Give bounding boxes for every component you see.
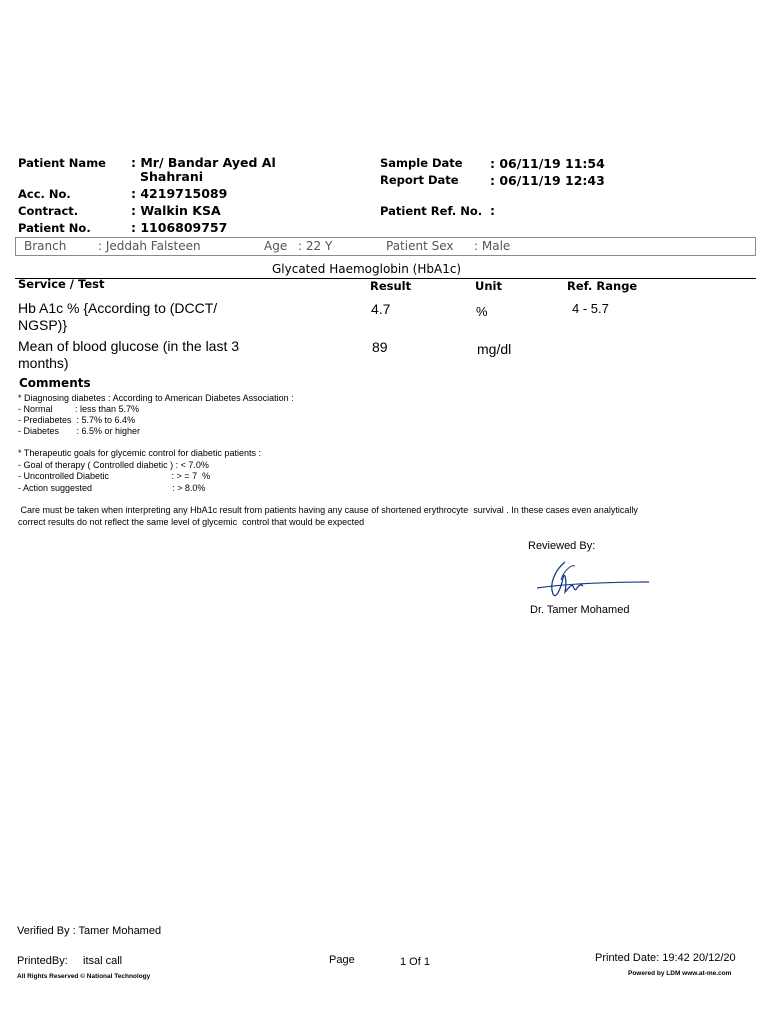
report-date-label: Report Date [380, 173, 459, 187]
acc-no-label: Acc. No. [18, 187, 71, 201]
header-ref-range: Ref. Range [567, 279, 638, 293]
printed-date: Printed Date: 19:42 20/12/20 [595, 952, 736, 964]
printed-by-value: itsal call [83, 955, 123, 967]
test-title: Glycated Haemoglobin (HbA1c) [272, 262, 462, 276]
page-label: Page [329, 954, 355, 966]
patient-ref-label: Patient Ref. No. [380, 204, 483, 218]
verified-by: Verified By : Tamer Mohamed [17, 925, 162, 937]
header-result: Result [370, 279, 412, 293]
reviewer-doctor-name: Dr. Tamer Mohamed [530, 604, 630, 616]
printed-by-label: PrintedBy: [17, 955, 68, 967]
test-row-2-name-line2: months) [18, 355, 69, 371]
care-note-line: Care must be taken when interpreting any HbA1c result from patients having any cause of shortened erythrocyte survival . In these cases even analytically [18, 505, 638, 515]
test-row-2-unit: mg/dl [477, 341, 512, 357]
comment-line: - Normal : less than 5.7% [18, 404, 140, 414]
care-note [18, 504, 638, 528]
signature-image [515, 558, 655, 604]
test-row-2-name: Mean of blood glucose (in the last 3 [18, 338, 240, 354]
contract-label: Contract. [18, 204, 79, 218]
branch-bar [15, 237, 756, 256]
care-note-line: correct results do not reflect the same level of glycemic control that would be expected [18, 517, 365, 527]
powered-by: Powered by LDM www.at-me.com [628, 970, 732, 977]
comment-line: - Goal of therapy ( Controlled diabetic ) : < 7.0% [18, 459, 209, 470]
header-unit: Unit [475, 279, 502, 293]
patient-ref-value: : [490, 203, 495, 218]
test-row-1-result: 4.7 [371, 301, 391, 317]
comments-title: Comments [19, 376, 91, 390]
branch-label: Branch [24, 239, 67, 253]
test-row-1-range: 4 - 5.7 [572, 301, 609, 316]
branch-value: : Jeddah Falsteen [98, 239, 201, 253]
patient-name-value-line2: Shahrani [140, 169, 204, 184]
test-row-1-name: Hb A1c % {According to (DCCT/ [18, 300, 218, 316]
comment-line: * Diagnosing diabetes : According to American Diabetes Association : [18, 393, 294, 403]
page-number: 1 Of 1 [400, 956, 430, 968]
age-label: Age [264, 239, 288, 253]
reviewed-by-label: Reviewed By: [528, 540, 596, 552]
report-date-value: : 06/11/19 12:43 [490, 173, 605, 188]
comment-line: - Prediabetes : 5.7% to 6.4% [18, 415, 136, 425]
patient-name-label: Patient Name [18, 156, 106, 170]
patient-no-label: Patient No. [18, 221, 91, 235]
comment-line: - Action suggested : > 8.0% [18, 482, 206, 493]
age-value: : 22 Y [298, 239, 333, 253]
patient-no-value: : 1106809757 [131, 220, 228, 235]
patient-name-value: : Mr/ Bandar Ayed Al [131, 155, 276, 170]
acc-no-value: : 4219715089 [131, 186, 228, 201]
comment-line: * Therapeutic goals for glycemic control for diabetic patients : [18, 448, 261, 458]
contract-value: : Walkin KSA [131, 203, 221, 218]
sample-date-label: Sample Date [380, 156, 463, 170]
test-row-1-name-line2: NGSP)} [18, 317, 68, 333]
rights-notice: All Rights Reserved © National Technology [17, 973, 151, 980]
comments-block-diagnosing [18, 393, 294, 437]
patient-sex-label: Patient Sex [386, 239, 454, 253]
patient-sex-value: : Male [474, 239, 511, 253]
comments-block-therapeutic [18, 448, 261, 494]
test-row-1-unit: % [476, 304, 488, 319]
comment-line: - Diabetes : 6.5% or higher [18, 426, 141, 436]
sample-date-value: : 06/11/19 11:54 [490, 156, 605, 171]
test-row-2-result: 89 [372, 339, 388, 355]
comment-line: - Uncontrolled Diabetic : > = 7 % [18, 471, 211, 481]
header-service: Service / Test [18, 277, 105, 291]
